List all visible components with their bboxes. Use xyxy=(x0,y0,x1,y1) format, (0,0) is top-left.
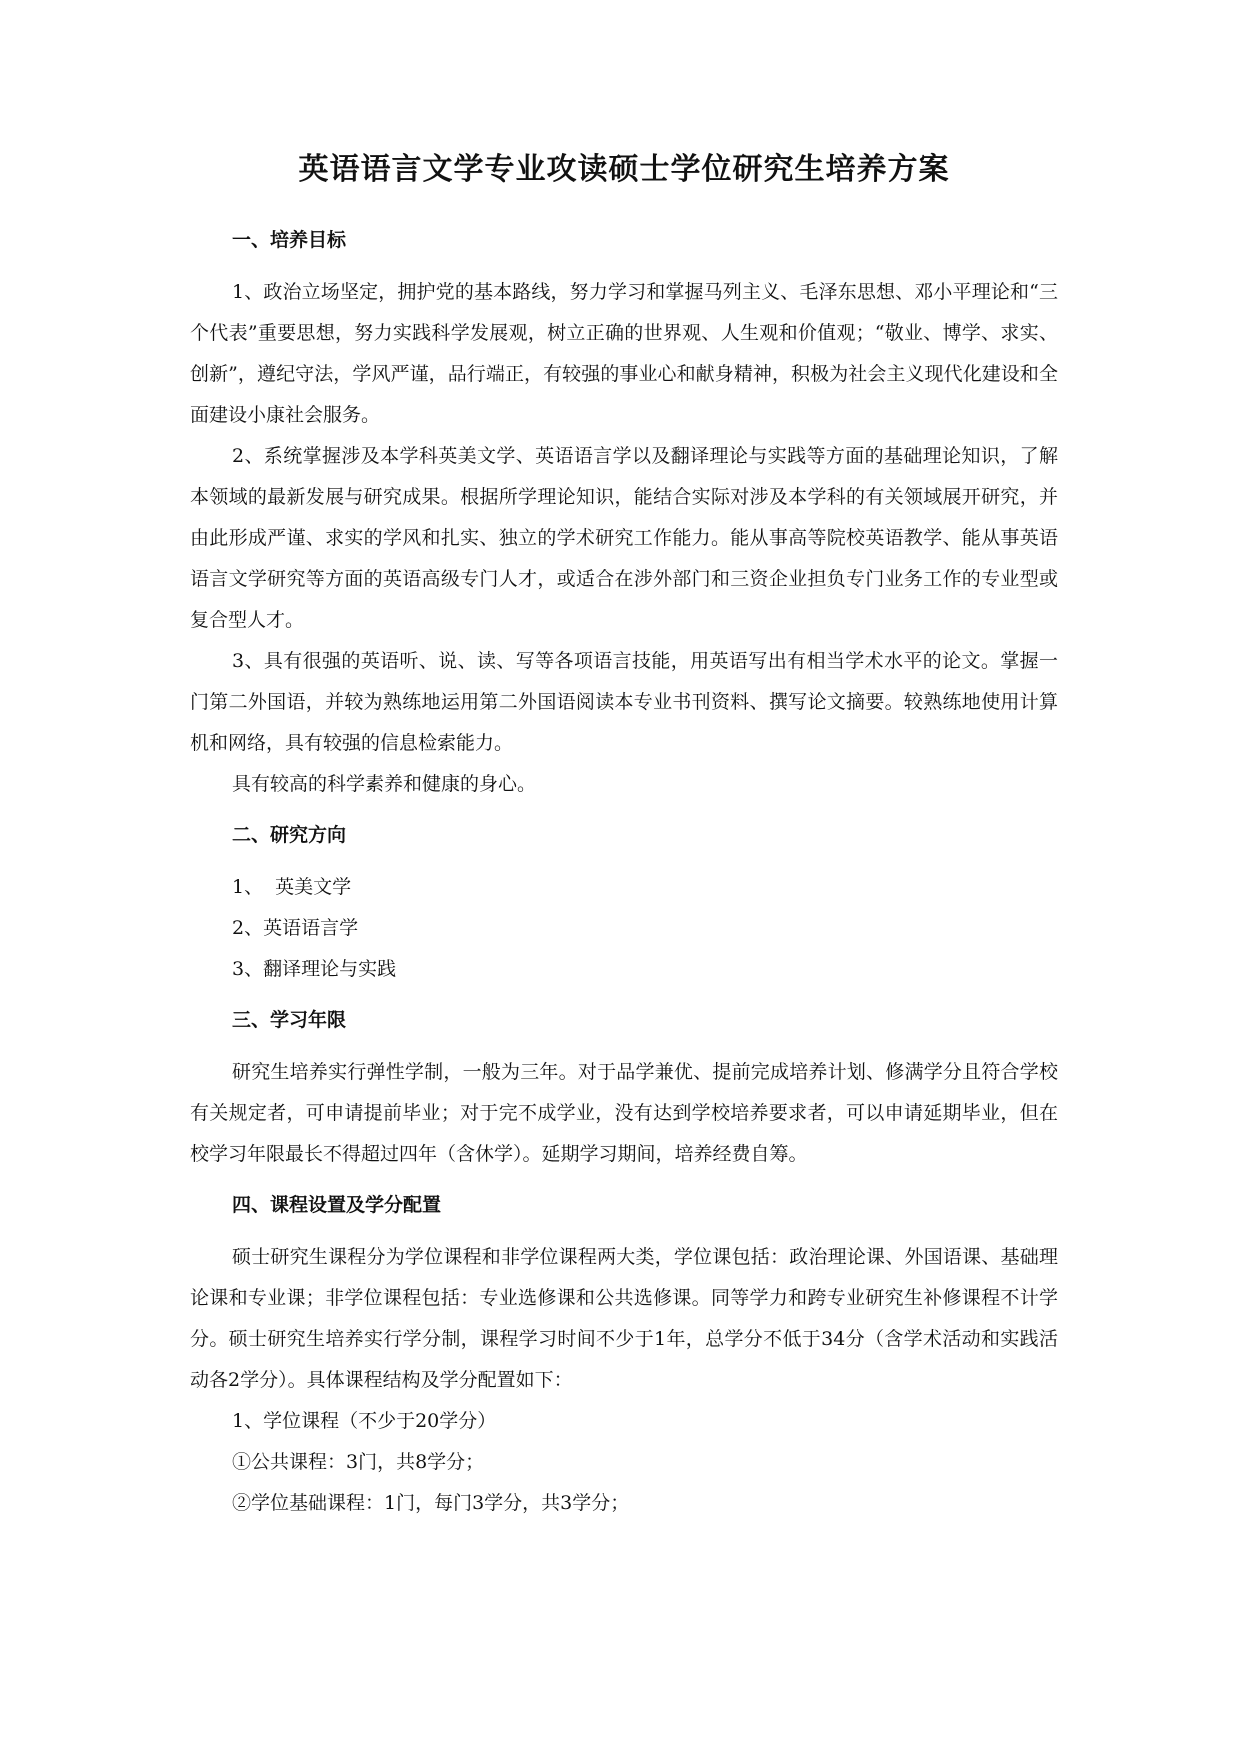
section-heading: 三、学习年限 xyxy=(232,1009,347,1031)
list-item: 2、英语语言学 xyxy=(232,917,359,939)
list-item: 1、 英美文学 xyxy=(232,876,352,898)
section-research-directions xyxy=(190,823,1058,1008)
section-heading: 一、培养目标 xyxy=(232,229,347,251)
section-study-duration xyxy=(190,1008,1058,1193)
section-heading: 二、研究方向 xyxy=(232,824,347,846)
section-training-goals xyxy=(190,228,1058,823)
section-heading: 四、课程设置及学分配置 xyxy=(232,1194,442,1216)
document-title: 英语语言文学专业攻读硕士学位研究生培养方案 xyxy=(298,152,950,187)
paragraph: 3、具有很强的英语听、说、读、写等各项语言技能，用英语写出有相当学术水平的论文。掌握一门第二外国语，并较为熟练地运用第二外国语阅读本专业书刊资料、撰写论文摘要。较熟练地使用计算机和网络，具有较强的信息检索能力。 xyxy=(190,650,1058,754)
paragraph: 2、系统掌握涉及本学科英美文学、英语语言学以及翻译理论与实践等方面的基础理论知识，了解本领域的最新发展与研究成果。根据所学理论知识，能结合实际对涉及本学科的有关领域展开研究，并由此形成严谨、求实的学风和扎实、独立的学术研究工作能力。能从事高等院校英语教学、能从事英语语言文学研究等方面的英语高级专门人才，或适合在涉外部门和三资企业担负专门业务工作的专业型或复合型人才。 xyxy=(190,445,1058,631)
paragraph: 具有较高的科学素养和健康的身心。 xyxy=(232,773,537,795)
list-item: 1、学位课程（不少于20学分） xyxy=(232,1410,497,1432)
list-item: ①公共课程：3门，共8学分； xyxy=(232,1451,485,1473)
section-courses-credits xyxy=(190,1193,1058,1524)
list-item: ②学位基础课程：1门，每门3学分，共3学分； xyxy=(232,1492,630,1514)
paragraph: 硕士研究生课程分为学位课程和非学位课程两大类，学位课包括：政治理论课、外国语课、基础理论课和专业课；非学位课程包括：专业选修课和公共选修课。同等学力和跨专业研究生补修课程不计学分。硕士研究生培养实行学分制，课程学习时间不少于1年，总学分不低于34分（含学术活动和实践活动各2学分）。具体课程结构及学分配置如下： xyxy=(190,1246,1058,1391)
list-item: 3、翻译理论与实践 xyxy=(232,958,397,980)
paragraph: 研究生培养实行弹性学制，一般为三年。对于品学兼优、提前完成培养计划、修满学分且符合学校有关规定者，可申请提前毕业；对于完不成学业，没有达到学校培养要求者，可以申请延期毕业，但在校学习年限最长不得超过四年（含休学）。延期学习期间，培养经费自筹。 xyxy=(190,1061,1058,1165)
document-page xyxy=(190,150,1058,1524)
paragraph: 1、政治立场坚定，拥护党的基本路线，努力学习和掌握马列主义、毛泽东思想、邓小平理论和“三个代表”重要思想，努力实践科学发展观，树立正确的世界观、人生观和价值观；“敬业、博学、求实、创新”，遵纪守法，学风严谨，品行端正，有较强的事业心和献身精神，积极为社会主义现代化建设和全面建设小康社会服务。 xyxy=(190,281,1058,426)
